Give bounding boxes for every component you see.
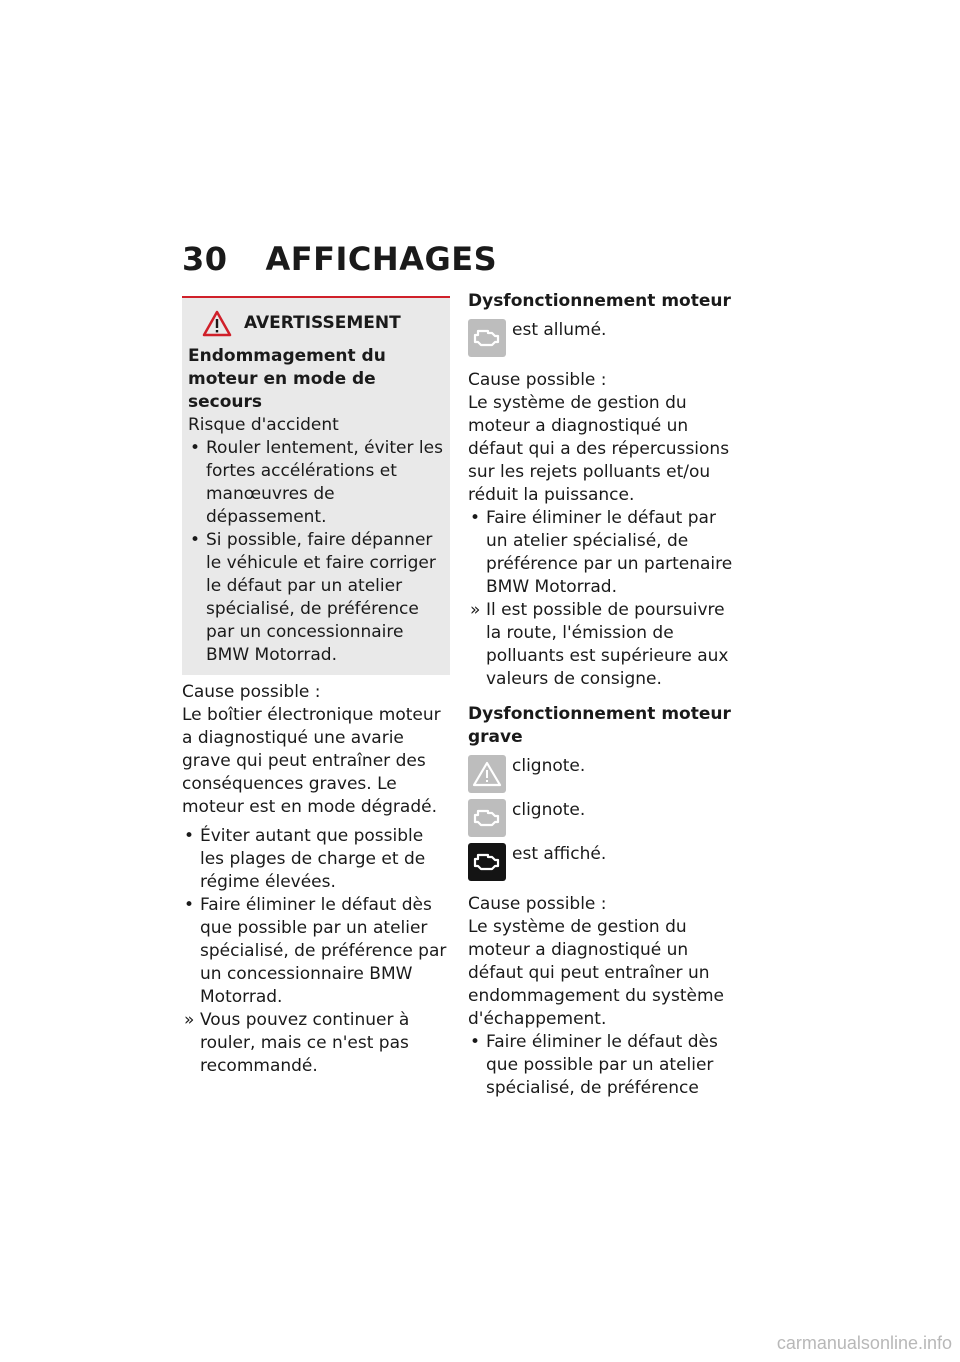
bullet-dot: • xyxy=(190,530,201,550)
cause-label: Cause possible : xyxy=(468,370,607,390)
indicator-row xyxy=(468,843,736,881)
cause-text: Le système de gestion du moteur a diagnostiqué un défaut qui peut entraîner un endommagement du système d'échappement. xyxy=(468,917,724,1029)
page-title: AFFICHAGES xyxy=(265,240,498,278)
indicator-state: clignote. xyxy=(512,756,586,776)
indicator-state: clignote. xyxy=(512,800,586,820)
list-item: • Faire éliminer le défaut dès que possible par un atelier spécialisé, de préférence par un concessionnaire BMW Motorrad. xyxy=(184,895,447,1007)
page-number: 30 xyxy=(182,240,228,278)
action-list xyxy=(468,1031,736,1100)
warning-triangle-icon xyxy=(202,310,232,337)
left-column xyxy=(182,296,450,1078)
list-item: • Si possible, faire dépanner le véhicule et faire corriger le défaut par un atelier spécialisé, de préférence par un concessionnaire BMW Motorrad. xyxy=(190,530,436,665)
bullet-dot: • xyxy=(184,895,195,915)
engine-check-icon xyxy=(468,319,506,357)
action-list xyxy=(182,825,450,1078)
engine-check-icon xyxy=(468,843,506,881)
indicator-state: est allumé. xyxy=(512,320,607,340)
list-item: • Faire éliminer le défaut dès que possible par un atelier spécialisé, de préférence xyxy=(470,1032,718,1098)
warning-list xyxy=(188,437,444,667)
warning-triangle-icon xyxy=(468,755,506,793)
bullet-dot: • xyxy=(184,826,195,846)
list-item: • Rouler lentement, éviter les fortes accélérations et manœuvres de dépassement. xyxy=(190,438,443,527)
section-title-severe-engine-fault: Dysfonctionnement moteur grave xyxy=(468,704,731,747)
engine-check-icon xyxy=(468,799,506,837)
result-arrow: » xyxy=(470,600,481,620)
watermark-link[interactable]: carmanualsonline.info xyxy=(776,1333,952,1353)
indicator-row xyxy=(468,319,736,357)
bullet-dot: • xyxy=(470,508,481,528)
list-item: • Éviter autant que possible les plages de charge et de régime élevées. xyxy=(184,826,426,892)
result-item: » Vous pouvez continuer à rouler, mais ce n'est pas recommandé. xyxy=(184,1010,410,1076)
cause-label: Cause possible : xyxy=(468,894,607,914)
warning-risk: Risque d'accident xyxy=(188,415,339,435)
bullet-dot: • xyxy=(190,438,201,458)
cause-text: Le système de gestion du moteur a diagnostiqué un défaut qui a des répercussions sur les rejets polluants et/ou réduit la puissance. xyxy=(468,393,730,505)
right-column xyxy=(468,290,736,1100)
warning-title: Endommagement du moteur en mode de secours xyxy=(188,346,386,412)
indicator-row xyxy=(468,799,736,837)
warning-box xyxy=(182,296,450,675)
page-header xyxy=(182,240,497,278)
bullet-dot: • xyxy=(470,1032,481,1052)
result-item: » Il est possible de poursuivre la route, l'émission de polluants est supérieure aux valeurs de consigne. xyxy=(470,600,729,689)
indicator-row xyxy=(468,755,736,793)
cause-text: Le boîtier électronique moteur a diagnostiqué une avarie grave qui peut entraîner des conséquences graves. Le moteur est en mode dégradé. xyxy=(182,705,441,817)
warning-label: AVERTISSEMENT xyxy=(244,313,401,333)
warning-header xyxy=(202,310,444,337)
indicator-state: est affiché. xyxy=(512,844,607,864)
result-arrow: » xyxy=(184,1010,195,1030)
list-item: • Faire éliminer le défaut par un atelier spécialisé, de préférence par un partenaire BMW Motorrad. xyxy=(470,508,733,597)
action-list xyxy=(468,507,736,691)
section-title-engine-fault: Dysfonctionnement moteur xyxy=(468,291,731,311)
cause-label: Cause possible : xyxy=(182,682,321,702)
